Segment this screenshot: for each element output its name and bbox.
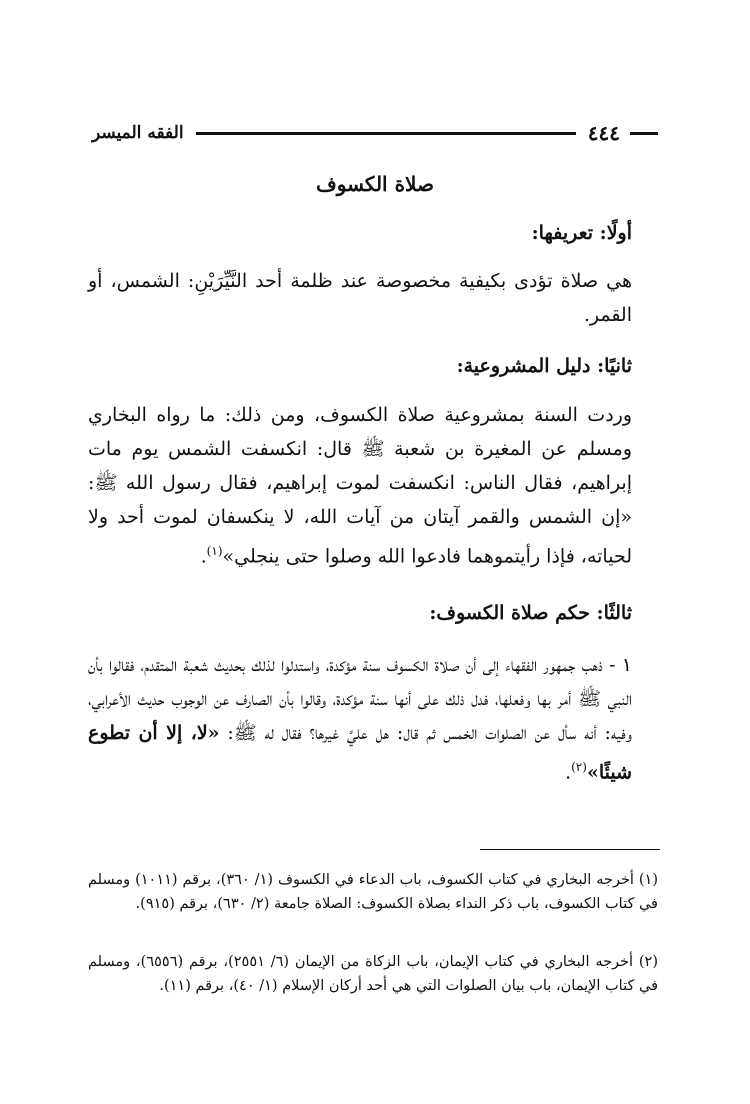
section-heading-ruling: ثالثًا: حكم صلاة الكسوف: xyxy=(429,602,632,624)
chapter-title: صلاة الكسوف xyxy=(316,172,434,196)
header-dash xyxy=(630,132,658,135)
header-rule xyxy=(196,132,576,135)
footnote-divider xyxy=(480,849,660,850)
page-header xyxy=(92,120,658,146)
paragraph-end: . xyxy=(200,545,207,568)
paragraph-text: هي صلاة تؤدى بكيفية مخصوصة عند ظلمة أحد النَّيِّرَيْنِ: الشمس، أو القمر. xyxy=(88,270,632,326)
book-title: الفقه الميسر xyxy=(92,123,184,143)
footnote-1: (١) أخرجه البخاري في كتاب الكسوف، باب الدعاء في الكسوف (١/ ٣٦٠)، برقم (١٠١١) ومسلم في كتاب الكسوف، باب ذكر النداء بصلاة الكسوف: الصلاة جامعة (٢/ ٦٣٠)، برقم (٩١٥). xyxy=(88,872,658,912)
paragraph-ruling xyxy=(88,648,632,789)
paragraph-end: . xyxy=(565,761,572,784)
section-heading-definition: أولًا: تعريفها: xyxy=(531,222,632,244)
footnote-ref-2[interactable]: (٢) xyxy=(571,760,587,774)
page-number: ٤٤٤ xyxy=(587,121,620,145)
paragraph-text: وردت السنة بمشروعية صلاة الكسوف، ومن ذلك: ما رواه البخاري ومسلم عن المغيرة بن شعبة ﷺ قال: انكسفت الشمس يوم مات إبراهيم، فقال الناس: انكسفت لموت إبراهيم، فقال رسول الله ﷺ: «إن الشمس والقمر آيتان من آيات الله، لا ينكسفان لموت أحد ولا لحياته، فإذا رأيتموهما فادعوا الله وصلوا حتى ينجلي» xyxy=(88,404,632,568)
hadith-quote: «لا، إلا أن تطوع شيئًا» xyxy=(88,722,632,784)
section-heading-evidence: ثانيًا: دليل المشروعية: xyxy=(456,355,632,377)
paragraph-definition xyxy=(88,264,632,332)
footnote-2: (٢) أخرجه البخاري في كتاب الإيمان، باب الزكاة من الإيمان (٦/ ٢٥٥١)، برقم (٦٥٥٦)، ومسلم في كتاب الإيمان، باب بيان الصلوات التي هي أحد أركان الإسلام (١/ ٤٠)، برقم (١١). xyxy=(88,954,658,994)
paragraph-evidence xyxy=(88,398,632,573)
footnote-ref-1[interactable]: (١) xyxy=(206,544,223,558)
paragraph-text: ١ - ذهب جمهور الفقهاء إلى أن صلاة الكسوف سنة مؤكدة، واستدلوا لذلك بحديث شعبة المتقدم، فقالوا بأن النبي ﷺ أمر بها وفعلها، فدل ذلك على أنها سنة مؤكدة، وقالوا بأن الصارف عن الوجوب حديث الأعرابي، وفيه: أنه سأل عن الصلوات الخمس ثم قال: هل عليَّ غيرها؟ فقال له ﷺ: xyxy=(88,654,633,744)
